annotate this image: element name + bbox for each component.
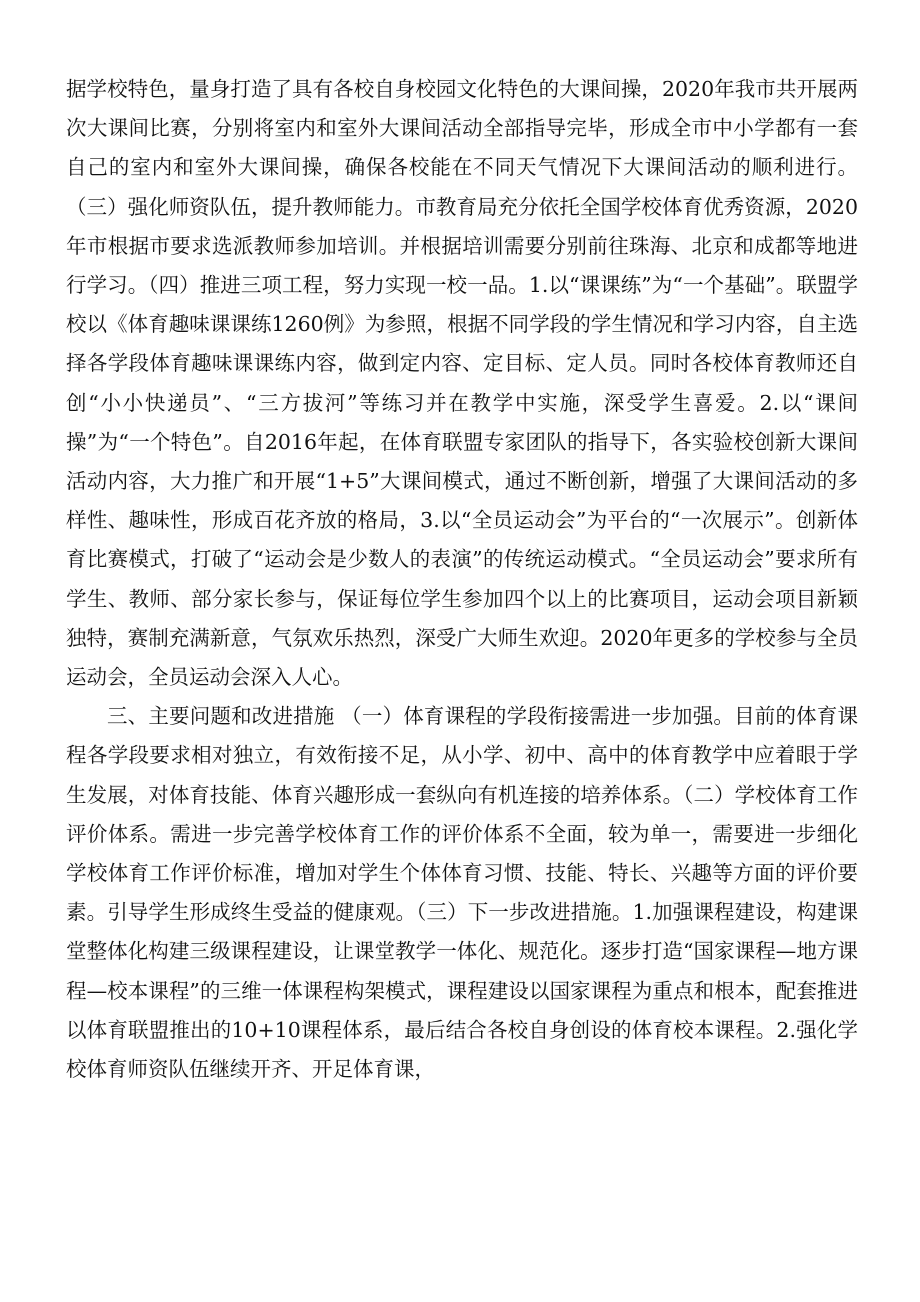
body-paragraph-1: 据学校特色，量身打造了具有各校自身校园文化特色的大课间操，2020年我市共开展两次大课间比赛，分别将室内和室外大课间活动全部指导完毕，形成全市中小学都有一套自己的室内和室外大课间操，确保各校能在不同天气情况下大课间活动的顺利进行。（三）强化师资队伍，提升教师能力。市教育局充分依托全国学校体育优秀资源，2020年市根据市要求选派教师参加培训。并根据培训需要分别前往珠海、北京和成都等地进行学习。（四）推进三项工程，努力实现一校一品。1.以“课课练”为“一个基础”。联盟学校以《体育趣味课课练1260例》为参照，根据不同学段的学生情况和学习内容，自主选择各学段体育趣味课课练内容，做到定内容、定目标、定人员。同时各校体育教师还自创“小小快递员”、“三方拔河”等练习并在教学中实施，深受学生喜爱。2.以“课间操”为“一个特色”。自2016年起，在体育联盟专家团队的指导下，各实验校创新大课间活动内容，大力推广和开展“1+5”大课间模式，通过不断创新，增强了大课间活动的多样性、趣味性，形成百花齐放的格局，3.以“全员运动会”为平台的“一次展示”。创新体育比赛模式，打破了“运动会是少数人的表演”的传统运动模式。“全员运动会”要求所有学生、教师、部分家长参与，保证每位学生参加四个以上的比赛项目，运动会项目新颖独特，赛制充满新意，气氛欢乐热烈，深受广大师生欢迎。2020年更多的学校参与全员运动会，全员运动会深入人心。 [66, 77, 858, 690]
document-page [66, 70, 858, 1089]
body-paragraph-2: 三、主要问题和改进措施 （一）体育课程的学段衔接需进一步加强。目前的体育课程各学段要求相对独立，有效衔接不足，从小学、初中、高中的体育教学中应着眼于学生发展，对体育技能、体育兴趣形成一套纵向有机连接的培养体系。（二）学校体育工作评价体系。需进一步完善学校体育工作的评价体系不全面，较为单一，需要进一步细化学校体育工作评价标准，增加对学生个体体育习惯、技能、特长、兴趣等方面的评价要素。引导学生形成终生受益的健康观。（三）下一步改进措施。1.加强课程建设，构建课堂整体化构建三级课程建设，让课堂教学一体化、规范化。逐步打造“国家课程—地方课程—校本课程”的三维一体课程构架模式，课程建设以国家课程为重点和根本，配套推进以体育联盟推出的10+10课程体系，最后结合各校自身创设的体育校本课程。2.强化学校体育师资队伍继续开齐、开足体育课， [66, 704, 858, 1082]
